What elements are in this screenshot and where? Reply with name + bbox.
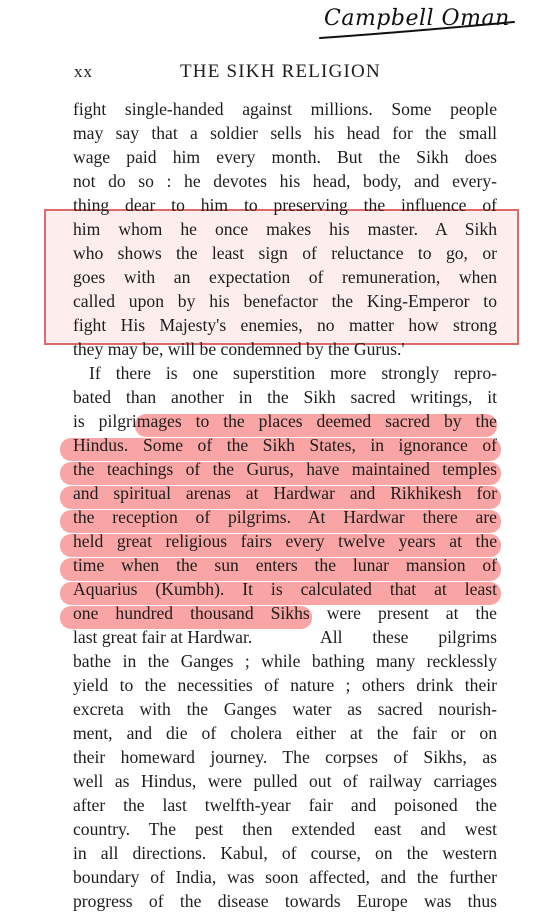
text-line: If there is one superstition more strongly repro- — [89, 363, 497, 383]
text-line: well as Hindus, were pulled out of railway carriages — [73, 771, 497, 791]
text-line: bathe in the Ganges ; while bathing many recklessly — [73, 651, 497, 671]
text-line: after the last twelfth-year fair and poisoned the — [73, 795, 497, 815]
text-line: country. The pest then extended east and west — [73, 819, 497, 839]
text-line: him whom he once makes his master. A Sikh — [73, 219, 497, 239]
text-line: boundary of India, was soon affected, and the further — [73, 867, 497, 887]
text-line: not do so : he devotes his head, body, and every- — [73, 171, 497, 191]
text-line: who shows the least sign of reluctance to go, or — [73, 243, 497, 263]
text-line-highlighted: and spiritual arenas at Hardwar and Rikhikesh for — [73, 483, 497, 503]
text-line-highlighted: the teachings of the Gurus, have maintained temples — [73, 459, 497, 479]
text-line: wage paid him every month. But the Sikh does — [73, 147, 497, 167]
text-line-start: Hindus. — [73, 435, 129, 455]
signature-text: Campbell Oman — [324, 6, 510, 31]
text-line: All these pilgrims — [320, 627, 497, 647]
text-line: they may be, will be condemned by the Gurus.' — [73, 339, 405, 359]
running-head — [74, 62, 502, 86]
text-line-highlighted: Some of the Sikh States, in ignorance of — [143, 435, 497, 455]
text-line: fight single-handed against millions. Some people — [73, 99, 497, 119]
text-line-highlighted: Aquarius (Kumbh). It is calculated that at least — [73, 579, 497, 599]
text-line: in all directions. Kabul, of course, on the western — [73, 843, 497, 863]
text-line-highlighted: the reception of pilgrims. At Hardwar there are — [73, 507, 497, 527]
text-line: ment, and die of cholera either at the fair or on — [73, 723, 497, 743]
text-line: bated than another in the Sikh sacred writings, it — [73, 387, 497, 407]
text-line: is pilgrimages to the places deemed sacred by the — [73, 411, 497, 431]
text-line: their homeward journey. The corpses of Sikhs, as — [73, 747, 497, 767]
text-line-highlighted: held great religious fairs every twelve years at the — [73, 531, 497, 551]
text-line: may say that a soldier sells his head for the small — [73, 123, 497, 143]
signature-underline — [318, 2, 518, 46]
text-line-highlighted: time when the sun enters the lunar mansion of — [73, 555, 497, 575]
text-line: excreta with the Ganges water as sacred nourish- — [73, 699, 497, 719]
text-line: called upon by his benefactor the King-Emperor to — [73, 291, 497, 311]
text-line-highlighted: one hundred thousand Sikhs were present at the — [73, 603, 497, 623]
handwritten-signature — [318, 2, 518, 46]
text-line-highlighted: last great fair at Hardwar. — [73, 627, 253, 647]
text-line: goes with an expectation of remuneration, when — [73, 267, 497, 287]
text-line: yield to the necessities of nature ; others drink their — [73, 675, 497, 695]
text-line: fight His Majesty's enemies, no matter how strong — [73, 315, 497, 335]
text-line: thing dear to him to preserving the influence of — [73, 195, 497, 215]
page-number: xx — [74, 62, 93, 81]
book-title: THE SIKH RELIGION — [180, 61, 381, 82]
text-line: progress of the disease towards Europe was thus — [73, 891, 497, 911]
